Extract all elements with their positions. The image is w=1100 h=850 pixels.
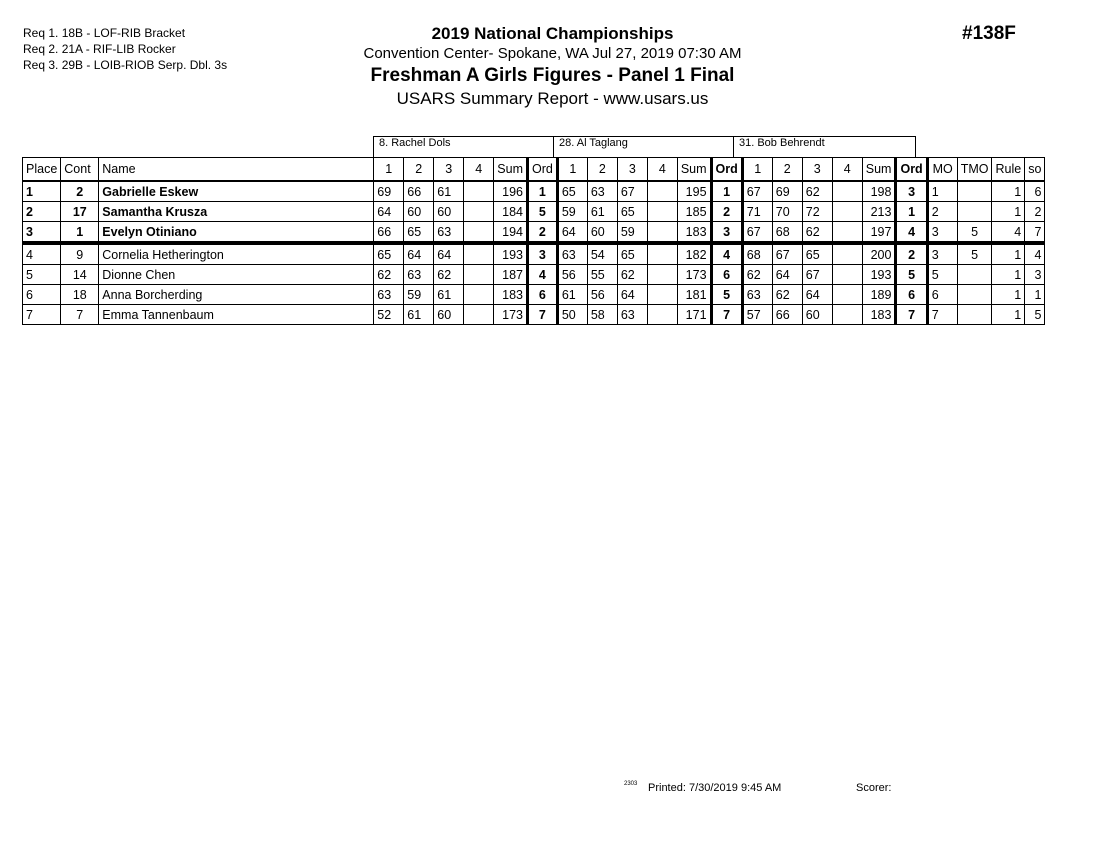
col-j3-s1: 1 xyxy=(742,158,772,182)
total-majority-ordinal-cell: 5 xyxy=(957,243,992,265)
judge-2-ordinal-cell: 3 xyxy=(711,222,742,244)
col-j1-s3: 3 xyxy=(434,158,464,182)
judge-2-score-4-cell xyxy=(647,243,677,265)
judge-2-score-3-cell: 62 xyxy=(617,265,647,285)
requirement-1: Req 1. 18B - LOF-RIB Bracket xyxy=(23,26,186,40)
judge-2-header: 28. Al Taglang xyxy=(553,136,734,157)
place-cell: 5 xyxy=(23,265,61,285)
judge-2-ordinal-cell: 1 xyxy=(711,181,742,202)
judge-1-score-3-cell: 64 xyxy=(434,243,464,265)
skater-name-cell: Gabrielle Eskew xyxy=(99,181,374,202)
judge-3-score-4-cell xyxy=(832,222,862,244)
judge-2-ordinal-cell: 5 xyxy=(711,285,742,305)
judge-3-score-4-cell xyxy=(832,243,862,265)
judge-3-score-2-cell: 69 xyxy=(772,181,802,202)
judge-2-sum-cell: 182 xyxy=(677,243,711,265)
judge-1-score-1-cell: 64 xyxy=(374,202,404,222)
judge-1-score-3-cell: 63 xyxy=(434,222,464,244)
total-majority-ordinal-cell xyxy=(957,305,992,325)
total-majority-ordinal-cell xyxy=(957,202,992,222)
col-j2-s2: 2 xyxy=(587,158,617,182)
col-j1-sum: Sum xyxy=(494,158,528,182)
judge-3-ordinal-cell: 6 xyxy=(896,285,927,305)
total-majority-ordinal-cell xyxy=(957,181,992,202)
judge-1-ordinal-cell: 2 xyxy=(527,222,557,244)
judge-3-score-1-cell: 67 xyxy=(742,181,772,202)
judge-2-score-3-cell: 65 xyxy=(617,202,647,222)
majority-ordinal-cell: 2 xyxy=(927,202,957,222)
col-j2-ord: Ord xyxy=(711,158,742,182)
rule-cell: 1 xyxy=(992,265,1025,285)
judge-1-score-3-cell: 60 xyxy=(434,202,464,222)
skater-name-cell: Anna Borcherding xyxy=(99,285,374,305)
col-so: so xyxy=(1025,158,1045,182)
judge-1-score-3-cell: 62 xyxy=(434,265,464,285)
skater-name-cell: Samantha Krusza xyxy=(99,202,374,222)
rule-cell: 1 xyxy=(992,181,1025,202)
judge-3-sum-cell: 197 xyxy=(862,222,896,244)
header-row xyxy=(23,158,1045,182)
judge-1-ordinal-cell: 3 xyxy=(527,243,557,265)
total-majority-ordinal-cell xyxy=(957,285,992,305)
judge-3-score-1-cell: 62 xyxy=(742,265,772,285)
majority-ordinal-cell: 3 xyxy=(927,222,957,244)
judge-3-score-1-cell: 67 xyxy=(742,222,772,244)
judge-2-score-4-cell xyxy=(647,285,677,305)
judge-1-score-1-cell: 66 xyxy=(374,222,404,244)
judge-1-sum-cell: 184 xyxy=(494,202,528,222)
judge-2-score-3-cell: 65 xyxy=(617,243,647,265)
rule-cell: 1 xyxy=(992,305,1025,325)
col-mo: MO xyxy=(927,158,957,182)
judge-3-ordinal-cell: 5 xyxy=(896,265,927,285)
rule-cell: 4 xyxy=(992,222,1025,244)
table-row xyxy=(23,305,1045,325)
total-majority-ordinal-cell: 5 xyxy=(957,222,992,244)
table-row xyxy=(23,181,1045,202)
judge-1-score-4-cell xyxy=(464,202,494,222)
judge-1-score-1-cell: 62 xyxy=(374,265,404,285)
judge-1-sum-cell: 187 xyxy=(494,265,528,285)
judge-1-sum-cell: 183 xyxy=(494,285,528,305)
judge-1-score-4-cell xyxy=(464,243,494,265)
judge-2-score-2-cell: 61 xyxy=(587,202,617,222)
judge-2-score-3-cell: 59 xyxy=(617,222,647,244)
place-cell: 4 xyxy=(23,243,61,265)
judge-3-score-4-cell xyxy=(832,305,862,325)
place-cell: 2 xyxy=(23,202,61,222)
judge-1-header: 8. Rachel Dols xyxy=(373,136,554,157)
skater-name-cell: Dionne Chen xyxy=(99,265,374,285)
judge-1-score-2-cell: 66 xyxy=(404,181,434,202)
skating-order-cell: 7 xyxy=(1025,222,1045,244)
judge-2-score-2-cell: 56 xyxy=(587,285,617,305)
skating-order-cell: 6 xyxy=(1025,181,1045,202)
printed-timestamp: Printed: 7/30/2019 9:45 AM xyxy=(648,782,782,794)
judge-3-score-4-cell xyxy=(832,202,862,222)
col-j1-s2: 2 xyxy=(404,158,434,182)
judge-2-score-2-cell: 55 xyxy=(587,265,617,285)
col-j2-s1: 1 xyxy=(557,158,587,182)
col-j1-s4: 4 xyxy=(464,158,494,182)
judge-1-sum-cell: 196 xyxy=(494,181,528,202)
judge-1-ordinal-cell: 4 xyxy=(527,265,557,285)
place-cell: 6 xyxy=(23,285,61,305)
judge-1-score-4-cell xyxy=(464,265,494,285)
judge-3-score-2-cell: 62 xyxy=(772,285,802,305)
event-number: #138F xyxy=(962,23,1016,44)
table-row xyxy=(23,202,1045,222)
skating-order-cell: 3 xyxy=(1025,265,1045,285)
judge-1-score-2-cell: 64 xyxy=(404,243,434,265)
judge-3-score-1-cell: 68 xyxy=(742,243,772,265)
rule-cell: 1 xyxy=(992,202,1025,222)
judge-3-ordinal-cell: 4 xyxy=(896,222,927,244)
col-name: Name xyxy=(99,158,374,182)
col-rule: Rule xyxy=(992,158,1025,182)
rule-cell: 1 xyxy=(992,243,1025,265)
contestant-number-cell: 2 xyxy=(61,181,99,202)
judge-2-ordinal-cell: 2 xyxy=(711,202,742,222)
judge-3-score-1-cell: 57 xyxy=(742,305,772,325)
judge-2-score-3-cell: 64 xyxy=(617,285,647,305)
col-j3-s2: 2 xyxy=(772,158,802,182)
judge-2-ordinal-cell: 6 xyxy=(711,265,742,285)
judge-3-sum-cell: 193 xyxy=(862,265,896,285)
judge-3-score-2-cell: 70 xyxy=(772,202,802,222)
judge-3-ordinal-cell: 1 xyxy=(896,202,927,222)
judge-2-score-2-cell: 63 xyxy=(587,181,617,202)
skating-order-cell: 4 xyxy=(1025,243,1045,265)
judge-2-sum-cell: 181 xyxy=(677,285,711,305)
judge-3-score-3-cell: 65 xyxy=(802,243,832,265)
judge-2-score-2-cell: 54 xyxy=(587,243,617,265)
col-j2-s4: 4 xyxy=(647,158,677,182)
judge-3-score-2-cell: 68 xyxy=(772,222,802,244)
judge-3-ordinal-cell: 3 xyxy=(896,181,927,202)
requirements-list xyxy=(23,25,227,73)
place-cell: 7 xyxy=(23,305,61,325)
judge-1-score-1-cell: 52 xyxy=(374,305,404,325)
judge-1-sum-cell: 194 xyxy=(494,222,528,244)
judge-3-score-2-cell: 64 xyxy=(772,265,802,285)
majority-ordinal-cell: 6 xyxy=(927,285,957,305)
judge-2-sum-cell: 173 xyxy=(677,265,711,285)
majority-ordinal-cell: 5 xyxy=(927,265,957,285)
event-title: Freshman A Girls Figures - Panel 1 Final xyxy=(370,65,735,86)
judge-2-score-4-cell xyxy=(647,305,677,325)
skater-name-cell: Evelyn Otiniano xyxy=(99,222,374,244)
judge-2-score-3-cell: 63 xyxy=(617,305,647,325)
judge-1-score-3-cell: 60 xyxy=(434,305,464,325)
judge-1-score-4-cell xyxy=(464,181,494,202)
majority-ordinal-cell: 3 xyxy=(927,243,957,265)
judge-3-header: 31. Bob Behrendt xyxy=(733,136,916,157)
contestant-number-cell: 7 xyxy=(61,305,99,325)
judge-2-score-4-cell xyxy=(647,222,677,244)
judge-1-score-4-cell xyxy=(464,305,494,325)
judge-3-ordinal-cell: 7 xyxy=(896,305,927,325)
judge-2-sum-cell: 171 xyxy=(677,305,711,325)
judge-3-sum-cell: 198 xyxy=(862,181,896,202)
judge-1-score-4-cell xyxy=(464,285,494,305)
col-j1-ord: Ord xyxy=(527,158,557,182)
contestant-number-cell: 17 xyxy=(61,202,99,222)
form-code: 2303 xyxy=(624,781,638,787)
judge-2-ordinal-cell: 4 xyxy=(711,243,742,265)
judge-2-score-1-cell: 61 xyxy=(557,285,587,305)
judge-2-score-3-cell: 67 xyxy=(617,181,647,202)
judge-3-score-3-cell: 62 xyxy=(802,181,832,202)
scorer-label: Scorer: xyxy=(856,782,892,794)
col-j1-s1: 1 xyxy=(374,158,404,182)
table-row xyxy=(23,243,1045,265)
table-row xyxy=(23,265,1045,285)
judge-2-score-2-cell: 60 xyxy=(587,222,617,244)
judge-1-score-2-cell: 60 xyxy=(404,202,434,222)
contestant-number-cell: 9 xyxy=(61,243,99,265)
judge-1-score-3-cell: 61 xyxy=(434,285,464,305)
col-cont: Cont xyxy=(61,158,99,182)
skater-name-cell: Emma Tannenbaum xyxy=(99,305,374,325)
judge-2-score-4-cell xyxy=(647,202,677,222)
judge-2-score-2-cell: 58 xyxy=(587,305,617,325)
judge-1-score-1-cell: 69 xyxy=(374,181,404,202)
judge-3-score-3-cell: 64 xyxy=(802,285,832,305)
judge-3-sum-cell: 189 xyxy=(862,285,896,305)
majority-ordinal-cell: 1 xyxy=(927,181,957,202)
col-j2-sum: Sum xyxy=(677,158,711,182)
judge-3-score-1-cell: 71 xyxy=(742,202,772,222)
judge-1-sum-cell: 173 xyxy=(494,305,528,325)
judge-2-score-1-cell: 50 xyxy=(557,305,587,325)
contestant-number-cell: 14 xyxy=(61,265,99,285)
judge-1-score-1-cell: 65 xyxy=(374,243,404,265)
judge-3-sum-cell: 183 xyxy=(862,305,896,325)
judge-3-score-4-cell xyxy=(832,181,862,202)
judge-2-ordinal-cell: 7 xyxy=(711,305,742,325)
col-j3-s4: 4 xyxy=(832,158,862,182)
skating-order-cell: 2 xyxy=(1025,202,1045,222)
judge-3-score-3-cell: 62 xyxy=(802,222,832,244)
report-header xyxy=(300,23,805,110)
col-j2-s3: 3 xyxy=(617,158,647,182)
judge-3-score-4-cell xyxy=(832,285,862,305)
col-j3-s3: 3 xyxy=(802,158,832,182)
judge-2-sum-cell: 185 xyxy=(677,202,711,222)
place-cell: 3 xyxy=(23,222,61,244)
total-majority-ordinal-cell xyxy=(957,265,992,285)
judge-3-ordinal-cell: 2 xyxy=(896,243,927,265)
judge-1-score-3-cell: 61 xyxy=(434,181,464,202)
judge-3-score-3-cell: 67 xyxy=(802,265,832,285)
skating-order-cell: 1 xyxy=(1025,285,1045,305)
judge-2-score-4-cell xyxy=(647,265,677,285)
col-tmo: TMO xyxy=(957,158,992,182)
judge-1-score-2-cell: 61 xyxy=(404,305,434,325)
skater-name-cell: Cornelia Hetherington xyxy=(99,243,374,265)
judge-2-score-1-cell: 59 xyxy=(557,202,587,222)
contestant-number-cell: 18 xyxy=(61,285,99,305)
results-table xyxy=(22,157,1045,325)
place-cell: 1 xyxy=(23,181,61,202)
judge-1-ordinal-cell: 1 xyxy=(527,181,557,202)
judge-2-score-4-cell xyxy=(647,181,677,202)
judge-3-score-3-cell: 72 xyxy=(802,202,832,222)
judge-3-score-4-cell xyxy=(832,265,862,285)
report-subtitle: USARS Summary Report - www.usars.us xyxy=(396,89,709,108)
judge-3-sum-cell: 200 xyxy=(862,243,896,265)
table-row xyxy=(23,285,1045,305)
table-row xyxy=(23,222,1045,244)
judge-1-score-1-cell: 63 xyxy=(374,285,404,305)
judge-2-score-1-cell: 63 xyxy=(557,243,587,265)
col-place: Place xyxy=(23,158,61,182)
skating-order-cell: 5 xyxy=(1025,305,1045,325)
judge-2-score-1-cell: 56 xyxy=(557,265,587,285)
judge-1-score-4-cell xyxy=(464,222,494,244)
judge-3-score-2-cell: 67 xyxy=(772,243,802,265)
judge-1-ordinal-cell: 5 xyxy=(527,202,557,222)
judge-1-score-2-cell: 59 xyxy=(404,285,434,305)
judge-1-sum-cell: 193 xyxy=(494,243,528,265)
venue-line: Convention Center- Spokane, WA Jul 27, 2019 07:30 AM xyxy=(363,45,742,62)
judge-2-score-1-cell: 65 xyxy=(557,181,587,202)
col-j3-ord: Ord xyxy=(896,158,927,182)
judge-3-sum-cell: 213 xyxy=(862,202,896,222)
judge-3-score-3-cell: 60 xyxy=(802,305,832,325)
championship-title: 2019 National Championships xyxy=(431,24,674,43)
judge-2-score-1-cell: 64 xyxy=(557,222,587,244)
judge-1-ordinal-cell: 6 xyxy=(527,285,557,305)
judge-3-score-1-cell: 63 xyxy=(742,285,772,305)
majority-ordinal-cell: 7 xyxy=(927,305,957,325)
judge-1-score-2-cell: 65 xyxy=(404,222,434,244)
requirement-3: Req 3. 29B - LOIB-RIOB Serp. Dbl. 3s xyxy=(23,58,228,72)
col-j3-sum: Sum xyxy=(862,158,896,182)
judge-3-score-2-cell: 66 xyxy=(772,305,802,325)
contestant-number-cell: 1 xyxy=(61,222,99,244)
rule-cell: 1 xyxy=(992,285,1025,305)
judge-2-sum-cell: 195 xyxy=(677,181,711,202)
judge-2-sum-cell: 183 xyxy=(677,222,711,244)
judge-1-ordinal-cell: 7 xyxy=(527,305,557,325)
requirement-2: Req 2. 21A - RIF-LIB Rocker xyxy=(23,42,176,56)
judge-1-score-2-cell: 63 xyxy=(404,265,434,285)
